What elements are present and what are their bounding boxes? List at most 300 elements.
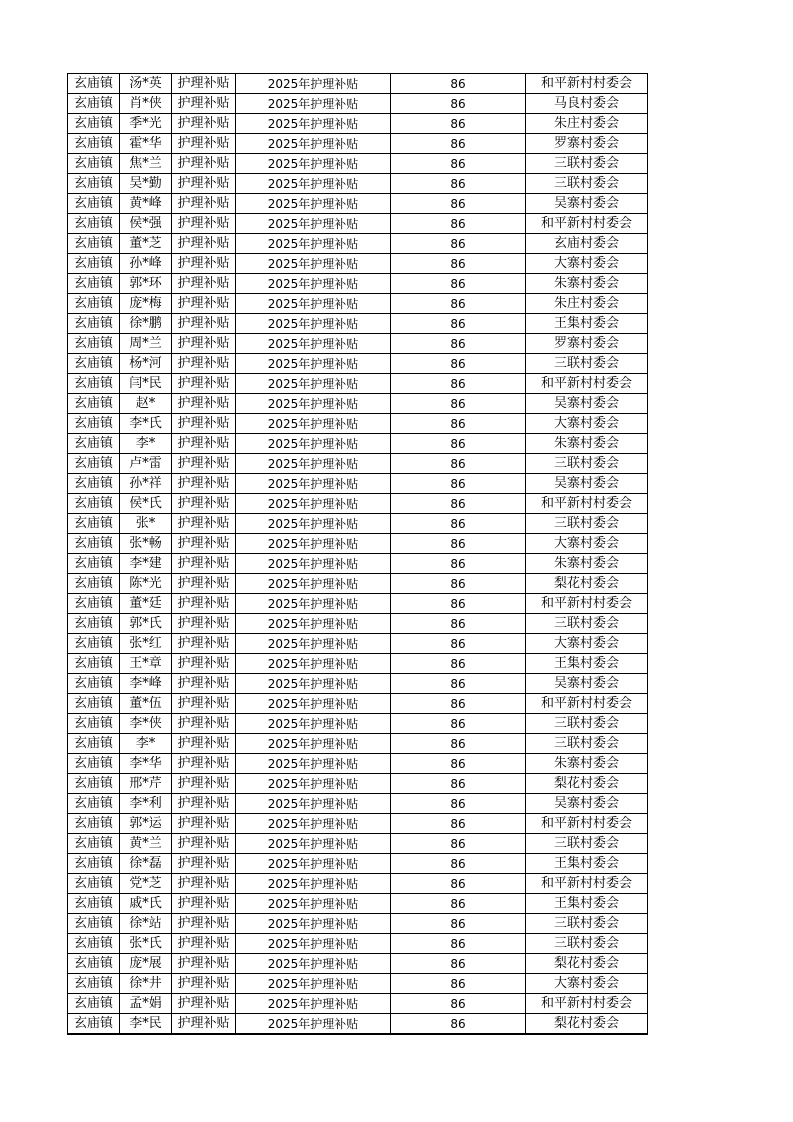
- village-committee-cell: 三联村委会: [526, 174, 648, 194]
- town-cell: 玄庙镇: [68, 114, 120, 134]
- name-cell: 侯*氏: [120, 494, 172, 514]
- town-cell: 玄庙镇: [68, 854, 120, 874]
- table-row: [68, 674, 648, 694]
- village-committee-cell: 吴寨村委会: [526, 794, 648, 814]
- name-cell: 张*畅: [120, 534, 172, 554]
- village-committee-cell: 三联村委会: [526, 614, 648, 634]
- subsidy-type-cell: 护理补贴: [172, 254, 236, 274]
- table-row: [68, 854, 648, 874]
- name-cell: 徐*磊: [120, 854, 172, 874]
- subsidy-type-cell: 护理补贴: [172, 574, 236, 594]
- subsidy-table: [67, 73, 648, 1035]
- name-cell: 李*民: [120, 1014, 172, 1035]
- name-cell: 李*建: [120, 554, 172, 574]
- amount-cell: 86: [391, 194, 526, 214]
- subsidy-type-cell: 护理补贴: [172, 714, 236, 734]
- amount-cell: 86: [391, 114, 526, 134]
- village-committee-cell: 吴寨村委会: [526, 474, 648, 494]
- name-cell: 李*氏: [120, 414, 172, 434]
- table-row: [68, 134, 648, 154]
- town-cell: 玄庙镇: [68, 94, 120, 114]
- village-committee-cell: 罗寨村委会: [526, 334, 648, 354]
- table-row: [68, 214, 648, 234]
- subsidy-item-cell: 2025年护理补贴: [236, 934, 391, 954]
- name-cell: 杨*河: [120, 354, 172, 374]
- village-committee-cell: 和平新村村委会: [526, 214, 648, 234]
- subsidy-type-cell: 护理补贴: [172, 1014, 236, 1035]
- subsidy-type-cell: 护理补贴: [172, 174, 236, 194]
- village-committee-cell: 梨花村委会: [526, 1014, 648, 1035]
- town-cell: 玄庙镇: [68, 634, 120, 654]
- amount-cell: 86: [391, 914, 526, 934]
- village-committee-cell: 朱庄村委会: [526, 114, 648, 134]
- amount-cell: 86: [391, 514, 526, 534]
- town-cell: 玄庙镇: [68, 294, 120, 314]
- subsidy-type-cell: 护理补贴: [172, 514, 236, 534]
- name-cell: 庞*展: [120, 954, 172, 974]
- town-cell: 玄庙镇: [68, 194, 120, 214]
- subsidy-item-cell: 2025年护理补贴: [236, 814, 391, 834]
- amount-cell: 86: [391, 334, 526, 354]
- table-row: [68, 114, 648, 134]
- table-row: [68, 394, 648, 414]
- name-cell: 周*兰: [120, 334, 172, 354]
- subsidy-item-cell: 2025年护理补贴: [236, 194, 391, 214]
- amount-cell: 86: [391, 614, 526, 634]
- table-row: [68, 334, 648, 354]
- subsidy-item-cell: 2025年护理补贴: [236, 74, 391, 94]
- amount-cell: 86: [391, 814, 526, 834]
- name-cell: 徐*鹏: [120, 314, 172, 334]
- amount-cell: 86: [391, 874, 526, 894]
- subsidy-item-cell: 2025年护理补贴: [236, 94, 391, 114]
- amount-cell: 86: [391, 934, 526, 954]
- amount-cell: 86: [391, 494, 526, 514]
- name-cell: 董*伍: [120, 694, 172, 714]
- subsidy-item-cell: 2025年护理补贴: [236, 454, 391, 474]
- subsidy-item-cell: 2025年护理补贴: [236, 974, 391, 994]
- subsidy-type-cell: 护理补贴: [172, 94, 236, 114]
- subsidy-item-cell: 2025年护理补贴: [236, 494, 391, 514]
- village-committee-cell: 三联村委会: [526, 714, 648, 734]
- name-cell: 侯*强: [120, 214, 172, 234]
- village-committee-cell: 和平新村村委会: [526, 994, 648, 1014]
- subsidy-item-cell: 2025年护理补贴: [236, 754, 391, 774]
- subsidy-type-cell: 护理补贴: [172, 674, 236, 694]
- town-cell: 玄庙镇: [68, 234, 120, 254]
- subsidy-type-cell: 护理补贴: [172, 234, 236, 254]
- amount-cell: 86: [391, 774, 526, 794]
- table-body: [68, 74, 648, 1035]
- subsidy-item-cell: 2025年护理补贴: [236, 734, 391, 754]
- village-committee-cell: 和平新村村委会: [526, 494, 648, 514]
- name-cell: 李*: [120, 434, 172, 454]
- table-row: [68, 734, 648, 754]
- name-cell: 董*芝: [120, 234, 172, 254]
- subsidy-type-cell: 护理补贴: [172, 294, 236, 314]
- name-cell: 霍*华: [120, 134, 172, 154]
- subsidy-type-cell: 护理补贴: [172, 894, 236, 914]
- amount-cell: 86: [391, 854, 526, 874]
- table-row: [68, 574, 648, 594]
- subsidy-type-cell: 护理补贴: [172, 694, 236, 714]
- subsidy-item-cell: 2025年护理补贴: [236, 414, 391, 434]
- name-cell: 李*峰: [120, 674, 172, 694]
- name-cell: 徐*站: [120, 914, 172, 934]
- subsidy-type-cell: 护理补贴: [172, 814, 236, 834]
- subsidy-item-cell: 2025年护理补贴: [236, 834, 391, 854]
- amount-cell: 86: [391, 794, 526, 814]
- subsidy-item-cell: 2025年护理补贴: [236, 134, 391, 154]
- table-row: [68, 1014, 648, 1035]
- subsidy-item-cell: 2025年护理补贴: [236, 654, 391, 674]
- amount-cell: 86: [391, 674, 526, 694]
- subsidy-type-cell: 护理补贴: [172, 794, 236, 814]
- village-committee-cell: 朱寨村委会: [526, 754, 648, 774]
- subsidy-type-cell: 护理补贴: [172, 774, 236, 794]
- village-committee-cell: 大寨村委会: [526, 634, 648, 654]
- subsidy-type-cell: 护理补贴: [172, 874, 236, 894]
- table-row: [68, 594, 648, 614]
- amount-cell: 86: [391, 254, 526, 274]
- subsidy-item-cell: 2025年护理补贴: [236, 434, 391, 454]
- village-committee-cell: 王集村委会: [526, 894, 648, 914]
- town-cell: 玄庙镇: [68, 434, 120, 454]
- town-cell: 玄庙镇: [68, 534, 120, 554]
- village-committee-cell: 梨花村委会: [526, 574, 648, 594]
- subsidy-item-cell: 2025年护理补贴: [236, 314, 391, 334]
- town-cell: 玄庙镇: [68, 734, 120, 754]
- village-committee-cell: 和平新村村委会: [526, 814, 648, 834]
- amount-cell: 86: [391, 894, 526, 914]
- name-cell: 季*光: [120, 114, 172, 134]
- subsidy-item-cell: 2025年护理补贴: [236, 694, 391, 714]
- town-cell: 玄庙镇: [68, 414, 120, 434]
- table-row: [68, 74, 648, 94]
- name-cell: 邢*芹: [120, 774, 172, 794]
- name-cell: 闫*民: [120, 374, 172, 394]
- table-row: [68, 774, 648, 794]
- amount-cell: 86: [391, 374, 526, 394]
- town-cell: 玄庙镇: [68, 914, 120, 934]
- table-row: [68, 794, 648, 814]
- town-cell: 玄庙镇: [68, 814, 120, 834]
- subsidy-type-cell: 护理补贴: [172, 834, 236, 854]
- subsidy-type-cell: 护理补贴: [172, 914, 236, 934]
- table-row: [68, 534, 648, 554]
- subsidy-item-cell: 2025年护理补贴: [236, 554, 391, 574]
- subsidy-type-cell: 护理补贴: [172, 534, 236, 554]
- town-cell: 玄庙镇: [68, 934, 120, 954]
- village-committee-cell: 和平新村村委会: [526, 874, 648, 894]
- village-committee-cell: 马良村委会: [526, 94, 648, 114]
- name-cell: 李*华: [120, 754, 172, 774]
- subsidy-item-cell: 2025年护理补贴: [236, 774, 391, 794]
- town-cell: 玄庙镇: [68, 774, 120, 794]
- name-cell: 庞*梅: [120, 294, 172, 314]
- amount-cell: 86: [391, 434, 526, 454]
- village-committee-cell: 玄庙村委会: [526, 234, 648, 254]
- subsidy-type-cell: 护理补贴: [172, 314, 236, 334]
- table-row: [68, 934, 648, 954]
- amount-cell: 86: [391, 354, 526, 374]
- amount-cell: 86: [391, 734, 526, 754]
- town-cell: 玄庙镇: [68, 714, 120, 734]
- village-committee-cell: 吴寨村委会: [526, 194, 648, 214]
- amount-cell: 86: [391, 134, 526, 154]
- name-cell: 黄*兰: [120, 834, 172, 854]
- subsidy-type-cell: 护理补贴: [172, 74, 236, 94]
- town-cell: 玄庙镇: [68, 254, 120, 274]
- town-cell: 玄庙镇: [68, 394, 120, 414]
- subsidy-type-cell: 护理补贴: [172, 394, 236, 414]
- town-cell: 玄庙镇: [68, 314, 120, 334]
- subsidy-item-cell: 2025年护理补贴: [236, 154, 391, 174]
- name-cell: 孙*峰: [120, 254, 172, 274]
- amount-cell: 86: [391, 714, 526, 734]
- subsidy-type-cell: 护理补贴: [172, 994, 236, 1014]
- subsidy-type-cell: 护理补贴: [172, 434, 236, 454]
- table-row: [68, 754, 648, 774]
- town-cell: 玄庙镇: [68, 454, 120, 474]
- subsidy-item-cell: 2025年护理补贴: [236, 714, 391, 734]
- town-cell: 玄庙镇: [68, 974, 120, 994]
- subsidy-item-cell: 2025年护理补贴: [236, 614, 391, 634]
- table-row: [68, 234, 648, 254]
- table-row: [68, 894, 648, 914]
- subsidy-type-cell: 护理补贴: [172, 734, 236, 754]
- village-committee-cell: 王集村委会: [526, 854, 648, 874]
- subsidy-type-cell: 护理补贴: [172, 474, 236, 494]
- name-cell: 李*利: [120, 794, 172, 814]
- town-cell: 玄庙镇: [68, 834, 120, 854]
- amount-cell: 86: [391, 834, 526, 854]
- table-row: [68, 814, 648, 834]
- name-cell: 焦*兰: [120, 154, 172, 174]
- amount-cell: 86: [391, 474, 526, 494]
- subsidy-item-cell: 2025年护理补贴: [236, 874, 391, 894]
- amount-cell: 86: [391, 394, 526, 414]
- table-row: [68, 614, 648, 634]
- table-row: [68, 274, 648, 294]
- name-cell: 孟*娟: [120, 994, 172, 1014]
- village-committee-cell: 三联村委会: [526, 354, 648, 374]
- town-cell: 玄庙镇: [68, 674, 120, 694]
- town-cell: 玄庙镇: [68, 554, 120, 574]
- name-cell: 徐*井: [120, 974, 172, 994]
- subsidy-type-cell: 护理补贴: [172, 114, 236, 134]
- subsidy-type-cell: 护理补贴: [172, 374, 236, 394]
- amount-cell: 86: [391, 594, 526, 614]
- village-committee-cell: 朱寨村委会: [526, 274, 648, 294]
- table-row: [68, 454, 648, 474]
- table-row: [68, 434, 648, 454]
- subsidy-item-cell: 2025年护理补贴: [236, 914, 391, 934]
- table-row: [68, 974, 648, 994]
- subsidy-type-cell: 护理补贴: [172, 454, 236, 474]
- table-row: [68, 474, 648, 494]
- amount-cell: 86: [391, 634, 526, 654]
- village-committee-cell: 吴寨村委会: [526, 394, 648, 414]
- village-committee-cell: 王集村委会: [526, 654, 648, 674]
- subsidy-item-cell: 2025年护理补贴: [236, 174, 391, 194]
- village-committee-cell: 三联村委会: [526, 914, 648, 934]
- name-cell: 孙*祥: [120, 474, 172, 494]
- village-committee-cell: 朱寨村委会: [526, 434, 648, 454]
- subsidy-item-cell: 2025年护理补贴: [236, 294, 391, 314]
- table-row: [68, 354, 648, 374]
- table-row: [68, 374, 648, 394]
- town-cell: 玄庙镇: [68, 794, 120, 814]
- subsidy-item-cell: 2025年护理补贴: [236, 994, 391, 1014]
- table-row: [68, 634, 648, 654]
- subsidy-item-cell: 2025年护理补贴: [236, 254, 391, 274]
- subsidy-type-cell: 护理补贴: [172, 634, 236, 654]
- amount-cell: 86: [391, 214, 526, 234]
- town-cell: 玄庙镇: [68, 754, 120, 774]
- subsidy-item-cell: 2025年护理补贴: [236, 894, 391, 914]
- village-committee-cell: 和平新村村委会: [526, 374, 648, 394]
- table-row: [68, 994, 648, 1014]
- subsidy-item-cell: 2025年护理补贴: [236, 234, 391, 254]
- subsidy-type-cell: 护理补贴: [172, 134, 236, 154]
- name-cell: 吴*勤: [120, 174, 172, 194]
- town-cell: 玄庙镇: [68, 174, 120, 194]
- town-cell: 玄庙镇: [68, 474, 120, 494]
- village-committee-cell: 和平新村村委会: [526, 694, 648, 714]
- subsidy-item-cell: 2025年护理补贴: [236, 1014, 391, 1035]
- name-cell: 张*氏: [120, 934, 172, 954]
- town-cell: 玄庙镇: [68, 334, 120, 354]
- table-row: [68, 514, 648, 534]
- subsidy-type-cell: 护理补贴: [172, 614, 236, 634]
- name-cell: 戚*氏: [120, 894, 172, 914]
- amount-cell: 86: [391, 454, 526, 474]
- amount-cell: 86: [391, 274, 526, 294]
- subsidy-item-cell: 2025年护理补贴: [236, 594, 391, 614]
- subsidy-item-cell: 2025年护理补贴: [236, 214, 391, 234]
- town-cell: 玄庙镇: [68, 154, 120, 174]
- village-committee-cell: 大寨村委会: [526, 254, 648, 274]
- amount-cell: 86: [391, 994, 526, 1014]
- amount-cell: 86: [391, 174, 526, 194]
- name-cell: 李*侠: [120, 714, 172, 734]
- amount-cell: 86: [391, 654, 526, 674]
- town-cell: 玄庙镇: [68, 874, 120, 894]
- name-cell: 郭*环: [120, 274, 172, 294]
- name-cell: 肖*侠: [120, 94, 172, 114]
- subsidy-item-cell: 2025年护理补贴: [236, 534, 391, 554]
- subsidy-item-cell: 2025年护理补贴: [236, 574, 391, 594]
- town-cell: 玄庙镇: [68, 654, 120, 674]
- amount-cell: 86: [391, 74, 526, 94]
- town-cell: 玄庙镇: [68, 494, 120, 514]
- subsidy-item-cell: 2025年护理补贴: [236, 514, 391, 534]
- table-row: [68, 294, 648, 314]
- amount-cell: 86: [391, 154, 526, 174]
- town-cell: 玄庙镇: [68, 954, 120, 974]
- amount-cell: 86: [391, 1014, 526, 1035]
- subsidy-item-cell: 2025年护理补贴: [236, 954, 391, 974]
- town-cell: 玄庙镇: [68, 614, 120, 634]
- amount-cell: 86: [391, 554, 526, 574]
- town-cell: 玄庙镇: [68, 374, 120, 394]
- village-committee-cell: 梨花村委会: [526, 954, 648, 974]
- village-committee-cell: 朱庄村委会: [526, 294, 648, 314]
- village-committee-cell: 朱寨村委会: [526, 554, 648, 574]
- village-committee-cell: 梨花村委会: [526, 774, 648, 794]
- subsidy-item-cell: 2025年护理补贴: [236, 274, 391, 294]
- table-row: [68, 694, 648, 714]
- subsidy-type-cell: 护理补贴: [172, 654, 236, 674]
- village-committee-cell: 罗寨村委会: [526, 134, 648, 154]
- subsidy-type-cell: 护理补贴: [172, 554, 236, 574]
- village-committee-cell: 三联村委会: [526, 834, 648, 854]
- subsidy-type-cell: 护理补贴: [172, 274, 236, 294]
- table-row: [68, 874, 648, 894]
- table-row: [68, 254, 648, 274]
- table-row: [68, 94, 648, 114]
- amount-cell: 86: [391, 294, 526, 314]
- village-committee-cell: 三联村委会: [526, 154, 648, 174]
- village-committee-cell: 三联村委会: [526, 934, 648, 954]
- table-row: [68, 194, 648, 214]
- subsidy-type-cell: 护理补贴: [172, 334, 236, 354]
- town-cell: 玄庙镇: [68, 74, 120, 94]
- village-committee-cell: 吴寨村委会: [526, 674, 648, 694]
- subsidy-item-cell: 2025年护理补贴: [236, 854, 391, 874]
- amount-cell: 86: [391, 534, 526, 554]
- name-cell: 董*廷: [120, 594, 172, 614]
- amount-cell: 86: [391, 954, 526, 974]
- name-cell: 郭*氏: [120, 614, 172, 634]
- town-cell: 玄庙镇: [68, 994, 120, 1014]
- town-cell: 玄庙镇: [68, 274, 120, 294]
- subsidy-item-cell: 2025年护理补贴: [236, 634, 391, 654]
- village-committee-cell: 大寨村委会: [526, 414, 648, 434]
- name-cell: 王*章: [120, 654, 172, 674]
- subsidy-type-cell: 护理补贴: [172, 854, 236, 874]
- town-cell: 玄庙镇: [68, 1014, 120, 1035]
- town-cell: 玄庙镇: [68, 354, 120, 374]
- town-cell: 玄庙镇: [68, 214, 120, 234]
- town-cell: 玄庙镇: [68, 694, 120, 714]
- town-cell: 玄庙镇: [68, 574, 120, 594]
- table-row: [68, 714, 648, 734]
- subsidy-type-cell: 护理补贴: [172, 214, 236, 234]
- name-cell: 张*: [120, 514, 172, 534]
- subsidy-type-cell: 护理补贴: [172, 594, 236, 614]
- table-row: [68, 314, 648, 334]
- name-cell: 陈*光: [120, 574, 172, 594]
- village-committee-cell: 大寨村委会: [526, 534, 648, 554]
- subsidy-item-cell: 2025年护理补贴: [236, 394, 391, 414]
- village-committee-cell: 和平新村村委会: [526, 74, 648, 94]
- name-cell: 张*红: [120, 634, 172, 654]
- town-cell: 玄庙镇: [68, 134, 120, 154]
- table-row: [68, 834, 648, 854]
- amount-cell: 86: [391, 94, 526, 114]
- amount-cell: 86: [391, 414, 526, 434]
- subsidy-type-cell: 护理补贴: [172, 754, 236, 774]
- amount-cell: 86: [391, 754, 526, 774]
- table-row: [68, 554, 648, 574]
- subsidy-item-cell: 2025年护理补贴: [236, 354, 391, 374]
- name-cell: 赵*: [120, 394, 172, 414]
- subsidy-type-cell: 护理补贴: [172, 494, 236, 514]
- subsidy-type-cell: 护理补贴: [172, 194, 236, 214]
- table-row: [68, 954, 648, 974]
